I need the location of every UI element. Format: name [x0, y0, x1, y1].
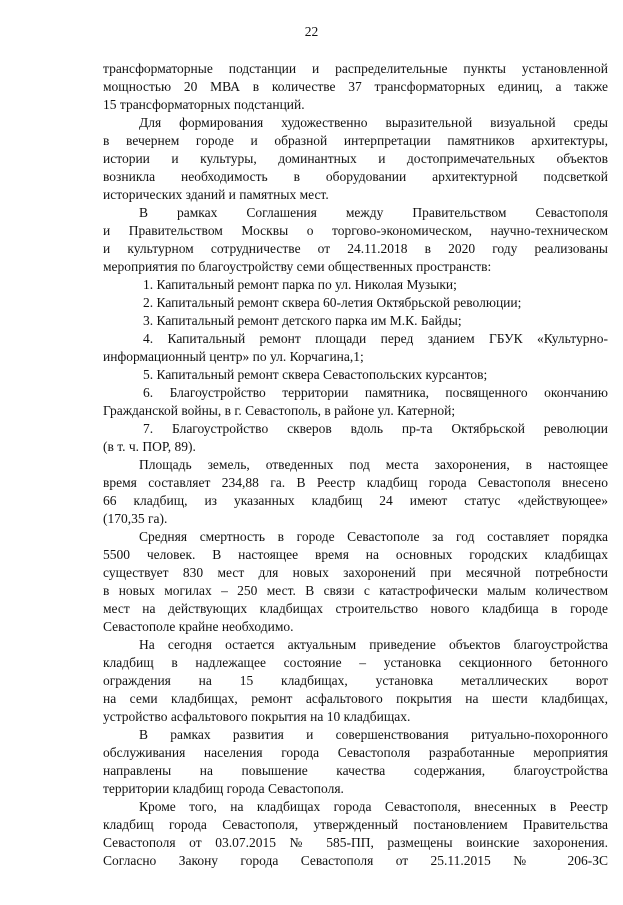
text-line: ограждения на 15 кладбищах, установка металлических ворот	[103, 673, 608, 688]
page-number: 22	[304, 24, 319, 39]
text-line: 7. Благоустройство скверов вдоль пр-та Октябрьской революции	[143, 421, 608, 436]
text-line: 5. Капитальный ремонт сквера Севастопольских курсантов;	[143, 367, 488, 382]
text-line: кладбищ города Севастополя, утвержденный постановлением Правительства	[103, 817, 608, 832]
text-line: на семи кладбищах, ремонт асфальтового покрытия на шести кладбищах,	[103, 691, 608, 706]
text-line: Севастополе крайне необходимо.	[103, 619, 294, 634]
text-line: 1. Капитальный ремонт парка по ул. Николая Музыки;	[143, 277, 457, 292]
text-line: Для формирования художественно выразительной визуальной среды	[139, 115, 608, 130]
text-line: территории кладбищ города Севастополя.	[103, 781, 344, 796]
text-line: Средняя смертность в городе Севастополе за год составляет порядка	[139, 529, 608, 544]
text-line: 4. Капитальный ремонт площади перед зданием ГБУК «Культурно-	[143, 331, 608, 346]
text-line: В рамках развития и совершенствования ритуально-похоронного	[139, 727, 608, 742]
text-line: обслуживания населения города Севастополя разработанные мероприятия	[103, 745, 608, 760]
text-line: трансформаторные подстанции и распределительные пункты установленной	[103, 61, 608, 76]
text-line: (170,35 га).	[103, 511, 168, 526]
text-line: 6. Благоустройство территории памятника, посвященного окончанию	[143, 385, 608, 400]
text-line: и Правительством Москвы о торгово-экономическом, научно-техническом	[103, 223, 608, 238]
text-line: На сегодня остается актуальным приведение объектов благоустройства	[139, 637, 608, 652]
text-line: 15 трансформаторных подстанций.	[103, 97, 305, 112]
text-line: кладбищ в надлежащее состояние – установка секционного бетонного	[103, 655, 608, 670]
text-line: В рамках Соглашения между Правительством Севастополя	[139, 205, 608, 220]
text-line: 5500 человек. В настоящее время на основных городских кладбищах	[103, 547, 608, 562]
text-line: исторических зданий и памятных мест.	[103, 187, 329, 202]
document-body	[103, 60, 608, 870]
text-line: Площадь земель, отведенных под места захоронения, в настоящее	[139, 457, 608, 472]
text-line: и культурном сотрудничестве от 24.11.2018 в 2020 году реализованы	[103, 241, 608, 256]
text-line: Кроме того, на кладбищах города Севастополя, внесенных в Реестр	[139, 799, 608, 814]
text-line: в новых могилах – 250 мест. В связи с катастрофически малым количеством	[103, 583, 608, 598]
text-line: существует 830 мест для новых захоронений при месячной потребности	[103, 565, 608, 580]
text-line: информационный центр» по ул. Корчагина,1;	[103, 349, 364, 364]
text-line: направлены на повышение качества содержания, благоустройства	[103, 763, 608, 778]
text-line: 66 кладбищ, из указанных кладбищ 24 имеют статус «действующее»	[103, 493, 608, 508]
text-line: Согласно Закону города Севастополя от 25.11.2015 № 206-ЗС	[103, 853, 608, 868]
text-line: Севастополя от 03.07.2015 № 585-ПП, размещены воинские захоронения.	[103, 835, 608, 850]
text-line: устройство асфальтового покрытия на 10 кладбищах.	[103, 709, 411, 724]
text-line: мощностью 20 МВА в количестве 37 трансформаторных единиц, а также	[103, 79, 608, 94]
text-line: (в т. ч. ПОР, 89).	[103, 439, 196, 454]
text-line: мест на действующих кладбищах строительство нового кладбища в городе	[103, 601, 608, 616]
text-line: 2. Капитальный ремонт сквера 60-летия Октябрьской революции;	[143, 295, 522, 310]
text-line: в вечернем городе и образной интерпретации памятников архитектуры,	[103, 133, 608, 148]
text-line: истории и культуры, доминантных и достопримечательных объектов	[103, 151, 608, 166]
text-line: возникла необходимость в оборудовании архитектурной подсветкой	[103, 169, 608, 184]
text-line: мероприятия по благоустройству семи общественных пространств:	[103, 259, 492, 274]
text-line: время составляет 234,88 га. В Реестр кладбищ города Севастополя внесено	[103, 475, 608, 490]
text-line: 3. Капитальный ремонт детского парка им М.К. Байды;	[143, 313, 462, 328]
text-line: Гражданской войны, в г. Севастополь, в районе ул. Катерной;	[103, 403, 456, 418]
